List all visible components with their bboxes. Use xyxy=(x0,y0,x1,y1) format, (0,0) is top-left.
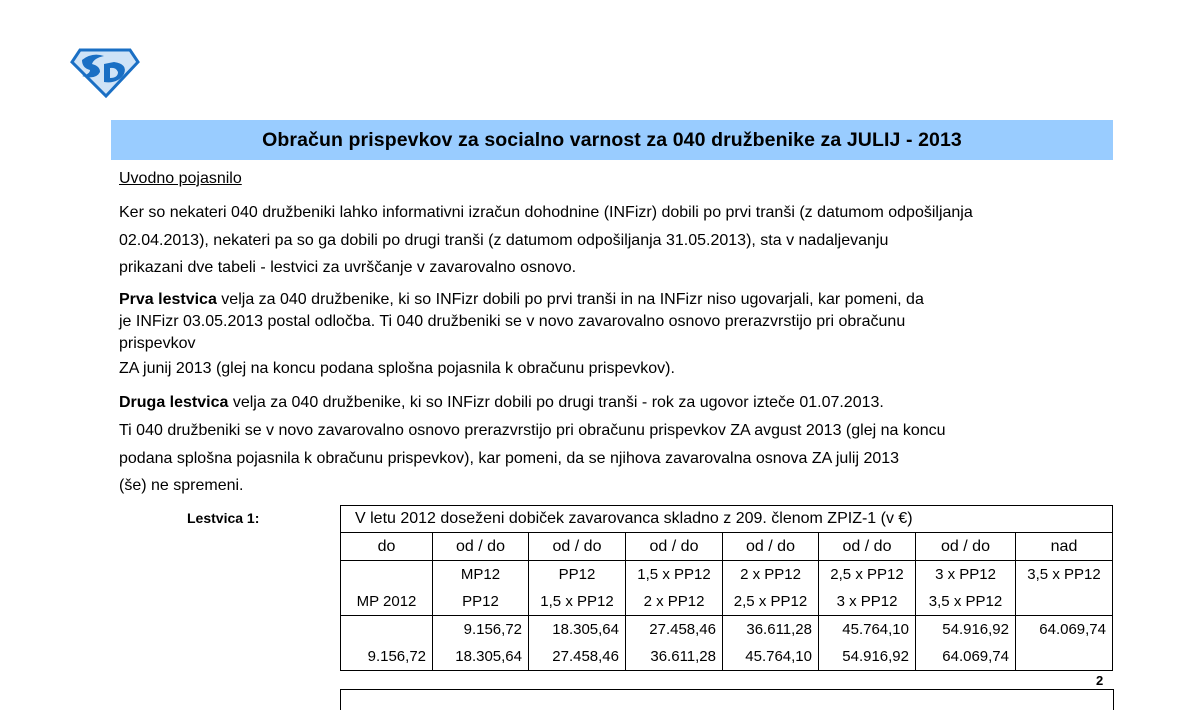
value-bound: 18.305,64 xyxy=(552,621,619,638)
first-scale-text: velja za 040 družbenike, ki so INFizr dobili po prvi tranši in na INFizr niso ugovarjali, kar pomeni, da xyxy=(216,291,924,308)
value-row xyxy=(341,616,1113,671)
range-cell xyxy=(433,561,529,616)
intro-line: 02.04.2013), nekateri pa so ga dobili po drugi tranši (z datumom odpošiljanja 31.05.2013), sta v nadaljevanju xyxy=(119,231,889,249)
value-bound: 27.458,46 xyxy=(552,648,619,665)
range-cell xyxy=(1016,561,1113,616)
value-bound: 45.764,10 xyxy=(842,621,909,638)
column-header: nad xyxy=(1016,533,1113,561)
intro-paragraph xyxy=(119,199,973,282)
second-scale-line: Ti 040 družbeniki se v novo zavarovalno osnovo prerazvrstijo pri obračunu prispevkov ZA avgust 2013 (glej na koncu xyxy=(119,422,946,439)
next-table-box xyxy=(340,689,1114,710)
range-cell xyxy=(723,561,819,616)
value-bound xyxy=(341,621,432,638)
value-cell xyxy=(626,616,723,671)
column-header: od / do xyxy=(626,533,723,561)
second-scale-text: velja za 040 družbenike, ki so INFizr dobili po drugi tranši - rok za ugovor izteče 01.07.2013. xyxy=(228,394,884,411)
range-bound: MP 2012 xyxy=(356,593,417,610)
value-bound: 9.156,72 xyxy=(367,648,426,665)
column-header: od / do xyxy=(916,533,1016,561)
column-header: od / do xyxy=(723,533,819,561)
intro-line: Ker so nekateri 040 družbeniki lahko informativni izračun dohodnine (INFizr) dobili po prvi tranši (z datumom odpošiljanja xyxy=(119,204,973,221)
column-header: od / do xyxy=(819,533,916,561)
value-bound: 36.611,28 xyxy=(650,648,716,665)
title-bar xyxy=(111,120,1113,160)
range-bound: 2,5 x PP12 xyxy=(733,593,808,610)
first-scale-bold: Prva lestvica xyxy=(119,291,217,308)
value-cell xyxy=(916,616,1016,671)
value-bound: 64.069,74 xyxy=(942,648,1009,665)
page-title: Obračun prispevkov za socialno varnost za 040 družbenike za JULIJ - 2013 xyxy=(262,128,962,151)
range-bound xyxy=(341,566,432,583)
range-bound: 1,5 x PP12 xyxy=(637,566,711,583)
range-cell xyxy=(916,561,1016,616)
range-bound: PP12 xyxy=(462,593,499,610)
range-bound: 1,5 x PP12 xyxy=(540,593,614,610)
table-caption: V letu 2012 doseženi dobiček zavarovanca skladno z 209. členom ZPIZ-1 (v €) xyxy=(341,506,1113,533)
first-scale-last-line: ZA junij 2013 (glej na koncu podana splošna pojasnila k obračunu prispevkov). xyxy=(119,360,675,377)
value-bound: 45.764,10 xyxy=(745,648,812,665)
scale-table xyxy=(340,505,1113,671)
range-cell xyxy=(529,561,626,616)
first-scale-line: je INFizr 03.05.2013 postal odločba. Ti 040 družbeniki se v novo zavarovalno osnovo prerazvrstijo pri obračunu xyxy=(119,313,906,330)
value-cell xyxy=(723,616,819,671)
column-header: od / do xyxy=(529,533,626,561)
range-bound: PP12 xyxy=(558,566,596,583)
header-row xyxy=(341,533,1113,561)
range-cell xyxy=(819,561,916,616)
second-scale-more xyxy=(119,417,946,500)
intro-heading: Uvodno pojasnilo xyxy=(119,170,242,187)
value-cell xyxy=(529,616,626,671)
value-cell xyxy=(819,616,916,671)
column-header: od / do xyxy=(433,533,529,561)
range-bound: 3,5 x PP12 xyxy=(928,593,1003,610)
range-bound: 2 x PP12 xyxy=(643,593,705,610)
value-bound: 9.156,72 xyxy=(463,621,522,638)
range-bound: 3,5 x PP12 xyxy=(1027,566,1101,583)
sd-logo-icon xyxy=(70,46,140,98)
value-cell xyxy=(433,616,529,671)
range-bound: 3 x PP12 xyxy=(935,566,996,583)
value-bound: 64.069,74 xyxy=(1039,621,1106,638)
first-scale-paragraph xyxy=(119,289,924,355)
range-bound: 2,5 x PP12 xyxy=(830,566,904,583)
value-bound: 54.916,92 xyxy=(942,621,1009,638)
range-bound xyxy=(1016,593,1112,610)
second-scale-line: podana splošna pojasnila k obračunu prispevkov), kar pomeni, da se njihova zavarovalna osnova ZA julij 2013 xyxy=(119,449,900,467)
column-header: do xyxy=(341,533,433,561)
second-scale-bold: Druga lestvica xyxy=(119,394,229,411)
range-bound: MP12 xyxy=(460,566,501,583)
value-bound: 27.458,46 xyxy=(649,621,716,638)
page-number: 2 xyxy=(1096,673,1104,688)
value-cell xyxy=(341,616,433,671)
intro-line: prikazani dve tabeli - lestvici za uvrščanje v zavarovalno osnovo. xyxy=(119,259,577,276)
range-cell xyxy=(626,561,723,616)
range-cell xyxy=(341,561,433,616)
range-row xyxy=(341,561,1113,616)
value-bound: 18.305,64 xyxy=(455,648,522,665)
value-bound: 54.916,92 xyxy=(842,648,909,665)
second-scale-line: (še) ne spremeni. xyxy=(119,477,244,494)
value-cell xyxy=(1016,616,1113,671)
table-label: Lestvica 1: xyxy=(187,510,260,526)
value-bound: 36.611,28 xyxy=(746,621,812,638)
range-bound: 2 x PP12 xyxy=(740,566,801,583)
second-scale-paragraph xyxy=(119,389,884,417)
value-bound xyxy=(1016,648,1112,665)
range-bound: 3 x PP12 xyxy=(836,593,898,610)
first-scale-line: prispevkov xyxy=(119,335,196,352)
